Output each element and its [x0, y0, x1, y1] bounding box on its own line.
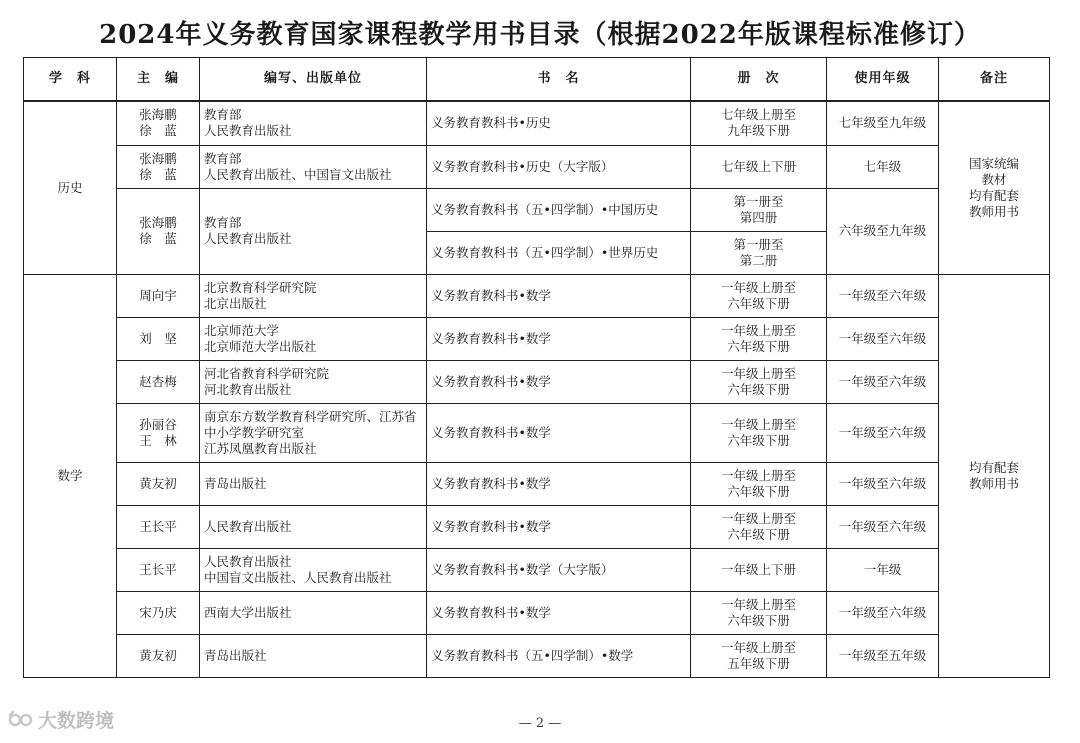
volume-cell: 一年级上册至 六年级下册 [691, 274, 827, 317]
grade-cell: 七年级 [827, 145, 939, 188]
watermark-text: 大数跨境 [38, 710, 115, 732]
note-cell-history: 国家统编 教材 均有配套 教师用书 [939, 101, 1050, 274]
editor-cell: 王长平 [117, 548, 200, 591]
table-row [24, 462, 1050, 505]
volume-cell: 第一册至 第四册 [691, 188, 827, 231]
publisher-cell: 人民教育出版社 中国盲文出版社、人民教育出版社 [200, 548, 427, 591]
book-cell: 义务教育教科书•数学 [427, 317, 691, 360]
grade-cell: 一年级至六年级 [827, 403, 939, 462]
header-note: 备注 [939, 58, 1050, 102]
publisher-cell: 北京教育科学研究院 北京出版社 [200, 274, 427, 317]
publisher-cell: 人民教育出版社 [200, 505, 427, 548]
header-book: 书 名 [427, 58, 691, 102]
volume-cell: 一年级上册至 六年级下册 [691, 403, 827, 462]
editor-cell: 周向宇 [117, 274, 200, 317]
grade-cell: 六年级至九年级 [827, 188, 939, 274]
table-row [24, 145, 1050, 188]
book-cell: 义务教育教科书•数学 [427, 403, 691, 462]
publisher-cell: 南京东方数学教育科学研究所、江苏省中小学教学研究室 江苏凤凰教育出版社 [200, 403, 427, 462]
publisher-cell: 青岛出版社 [200, 462, 427, 505]
grade-cell: 一年级至六年级 [827, 360, 939, 403]
grade-cell: 七年级至九年级 [827, 101, 939, 145]
table-row [24, 505, 1050, 548]
editor-cell: 张海鹏 徐 蓝 [117, 145, 200, 188]
table-row [24, 634, 1050, 677]
book-cell: 义务教育教科书•历史（大字版） [427, 145, 691, 188]
publisher-cell: 北京师范大学 北京师范大学出版社 [200, 317, 427, 360]
table-row [24, 317, 1050, 360]
volume-cell: 七年级上下册 [691, 145, 827, 188]
table-row [24, 591, 1050, 634]
page-number: — 2 — [518, 716, 562, 731]
grade-cell: 一年级至六年级 [827, 462, 939, 505]
book-cell: 义务教育教科书（五•四学制）•世界历史 [427, 231, 691, 274]
publisher-cell: 教育部 人民教育出版社、中国盲文出版社 [200, 145, 427, 188]
book-cell: 义务教育教科书•数学（大字版） [427, 548, 691, 591]
volume-cell: 一年级上册至 六年级下册 [691, 505, 827, 548]
subject-cell-math: 数学 [24, 274, 117, 677]
book-cell: 义务教育教科书•数学 [427, 505, 691, 548]
grade-cell: 一年级至六年级 [827, 317, 939, 360]
book-cell: 义务教育教科书（五•四学制）•数学 [427, 634, 691, 677]
book-cell: 义务教育教科书•数学 [427, 274, 691, 317]
publisher-cell: 西南大学出版社 [200, 591, 427, 634]
header-grade: 使用年级 [827, 58, 939, 102]
table-row [24, 188, 1050, 231]
editor-cell: 王长平 [117, 505, 200, 548]
book-cell: 义务教育教科书（五•四学制）•中国历史 [427, 188, 691, 231]
volume-cell: 一年级上册至 六年级下册 [691, 462, 827, 505]
header-subject: 学 科 [24, 58, 117, 102]
document-title: 2024年义务教育国家课程教学用书目录（根据2022年版课程标准修订） [99, 20, 981, 50]
note-cell-math: 均有配套 教师用书 [939, 274, 1050, 677]
table-row [24, 101, 1050, 145]
editor-cell: 黄友初 [117, 634, 200, 677]
book-cell: 义务教育教科书•数学 [427, 591, 691, 634]
header-publisher: 编写、出版单位 [200, 58, 427, 102]
editor-cell: 刘 坚 [117, 317, 200, 360]
volume-cell: 一年级上册至 六年级下册 [691, 360, 827, 403]
volume-cell: 七年级上册至 九年级下册 [691, 101, 827, 145]
publisher-cell: 教育部 人民教育出版社 [200, 101, 427, 145]
volume-cell: 一年级上册至 五年级下册 [691, 634, 827, 677]
editor-cell: 黄友初 [117, 462, 200, 505]
volume-cell: 一年级上册至 六年级下册 [691, 317, 827, 360]
publisher-cell: 河北省教育科学研究院 河北教育出版社 [200, 360, 427, 403]
book-cell: 义务教育教科书•历史 [427, 101, 691, 145]
volume-cell: 第一册至 第二册 [691, 231, 827, 274]
table-row [24, 360, 1050, 403]
table-row [24, 403, 1050, 462]
editor-cell: 张海鹏 徐 蓝 [117, 101, 200, 145]
publisher-cell: 青岛出版社 [200, 634, 427, 677]
book-cell: 义务教育教科书•数学 [427, 360, 691, 403]
volume-cell: 一年级上册至 六年级下册 [691, 591, 827, 634]
editor-cell: 张海鹏 徐 蓝 [117, 188, 200, 274]
table-row [24, 548, 1050, 591]
header-editor: 主 编 [117, 58, 200, 102]
publisher-cell: 教育部 人民教育出版社 [200, 188, 427, 274]
header-volume: 册 次 [691, 58, 827, 102]
editor-cell: 孙丽谷 王 林 [117, 403, 200, 462]
grade-cell: 一年级至六年级 [827, 274, 939, 317]
table-header-row [24, 58, 1050, 102]
grade-cell: 一年级至六年级 [827, 591, 939, 634]
grade-cell: 一年级至六年级 [827, 505, 939, 548]
grade-cell: 一年级至五年级 [827, 634, 939, 677]
editor-cell: 宋乃庆 [117, 591, 200, 634]
book-cell: 义务教育教科书•数学 [427, 462, 691, 505]
subject-cell-history: 历史 [24, 101, 117, 274]
table-row [24, 274, 1050, 317]
editor-cell: 赵杏梅 [117, 360, 200, 403]
textbook-catalog-table [23, 57, 1050, 678]
volume-cell: 一年级上下册 [691, 548, 827, 591]
grade-cell: 一年级 [827, 548, 939, 591]
